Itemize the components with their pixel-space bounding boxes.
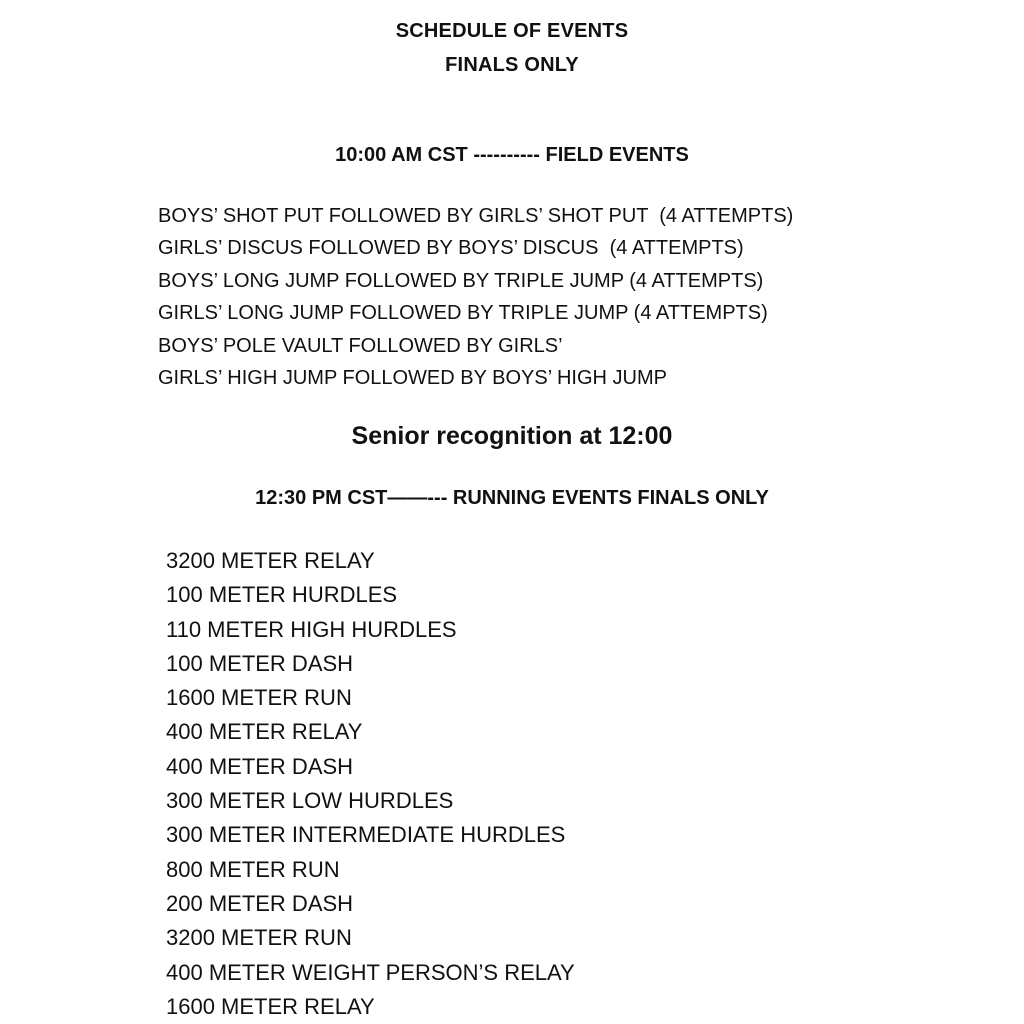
- field-event-item: BOYS’ LONG JUMP FOLLOWED BY TRIPLE JUMP (4 ATTEMPTS): [158, 269, 764, 292]
- running-event-item: 1600 METER RUN: [166, 685, 352, 711]
- running-event-item: 300 METER LOW HURDLES: [166, 788, 454, 814]
- running-event-item: 400 METER DASH: [166, 753, 354, 779]
- running-event-item: 400 METER WEIGHT PERSON’S RELAY: [166, 959, 575, 985]
- field-event-item: BOYS’ POLE VAULT FOLLOWED BY GIRLS’: [158, 334, 563, 357]
- field-events-list: [158, 202, 793, 396]
- field-event-item: GIRLS’ DISCUS FOLLOWED BY BOYS’ DISCUS (4 ATTEMPTS): [158, 237, 744, 260]
- page-subtitle: FINALS ONLY: [445, 54, 579, 76]
- field-event-item: GIRLS’ LONG JUMP FOLLOWED BY TRIPLE JUMP (4 ATTEMPTS): [158, 302, 768, 325]
- running-events-heading: 12:30 PM CST——--- RUNNING EVENTS FINALS ONLY: [255, 487, 769, 509]
- field-event-item: BOYS’ SHOT PUT FOLLOWED BY GIRLS’ SHOT PUT (4 ATTEMPTS): [158, 205, 794, 227]
- running-events-list: [166, 546, 575, 1024]
- field-events-heading: 10:00 AM CST ---------- FIELD EVENTS: [335, 144, 689, 166]
- running-event-item: 110 METER HIGH HURDLES: [166, 616, 457, 642]
- field-event-item: GIRLS’ HIGH JUMP FOLLOWED BY BOYS’ HIGH JUMP: [158, 366, 667, 389]
- page-title: SCHEDULE OF EVENTS: [395, 20, 629, 42]
- running-event-item: 200 METER DASH: [166, 890, 354, 916]
- senior-recognition-note: Senior recognition at 12:00: [351, 422, 673, 450]
- running-event-item: 100 METER DASH: [166, 650, 354, 676]
- running-event-item: 3200 METER RELAY: [166, 548, 375, 573]
- running-event-item: 400 METER RELAY: [166, 719, 363, 745]
- running-event-item: 800 METER RUN: [166, 856, 340, 882]
- running-event-item: 100 METER HURDLES: [166, 582, 398, 608]
- running-event-item: 3200 METER RUN: [166, 925, 352, 951]
- running-event-item: 300 METER INTERMEDIATE HURDLES: [166, 822, 566, 848]
- running-event-item: 1600 METER RELAY: [166, 993, 375, 1019]
